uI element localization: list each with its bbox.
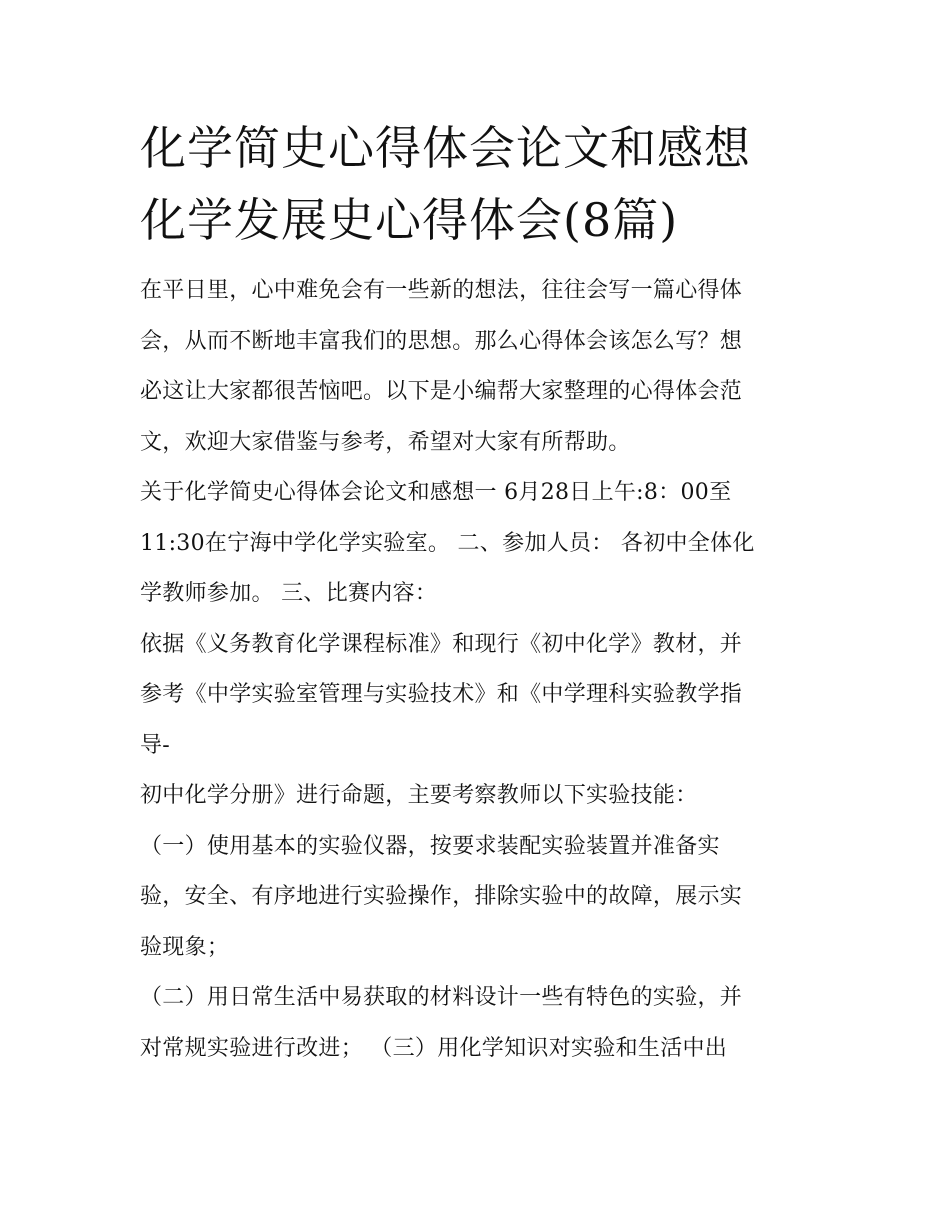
body-line: 参考《中学实验室管理与实验技术》和《中学理科实验教学指 [140,682,743,707]
body-line: 关于化学简史心得体会论文和感想一 6月28日上午:8：00至 [140,480,732,505]
body-line: 依据《义务教育化学课程标准》和现行《初中化学》教材，并 [140,631,743,657]
body-line: 对常规实验进行改进； （三）用化学知识对实验和生活中出 [140,1035,728,1061]
body-line: 验，安全、有序地进行实验操作，排除实验中的故障，展示实 [140,884,743,909]
body-line: 文，欢迎大家借鉴与参考，希望对大家有所帮助。 [140,429,631,455]
document-title [140,112,820,256]
title-line: 化学简史心得体会论文和感想 [140,121,751,175]
body-line: 会，从而不断地丰富我们的思想。那么心得体会该怎么写？想 [140,328,743,354]
document-body [140,266,820,1074]
body-line: 初中化学分册》进行命题，主要考察教师以下实验技能： [140,783,698,808]
document-content [140,112,820,1074]
body-line: 11:30在宁海中学化学实验室。 二、参加人员： 各初中全体化 [140,530,755,556]
body-line: 在平日里，心中难免会有一些新的想法，往往会写一篇心得体 [140,278,743,303]
body-line: 学教师参加。 三、比赛内容： [140,581,438,606]
body-line: （二）用日常生活中易获取的材料设计一些有特色的实验，并 [140,985,743,1010]
body-line: 导- [140,732,171,758]
body-line: （一）使用基本的实验仪器，按要求装配实验装置并准备实 [140,833,720,859]
body-line: 验现象； [140,934,230,960]
body-line: 必这让大家都很苦恼吧。以下是小编帮大家整理的心得体会范 [140,379,743,404]
title-line: 化学发展史心得体会(8篇) [140,193,679,247]
